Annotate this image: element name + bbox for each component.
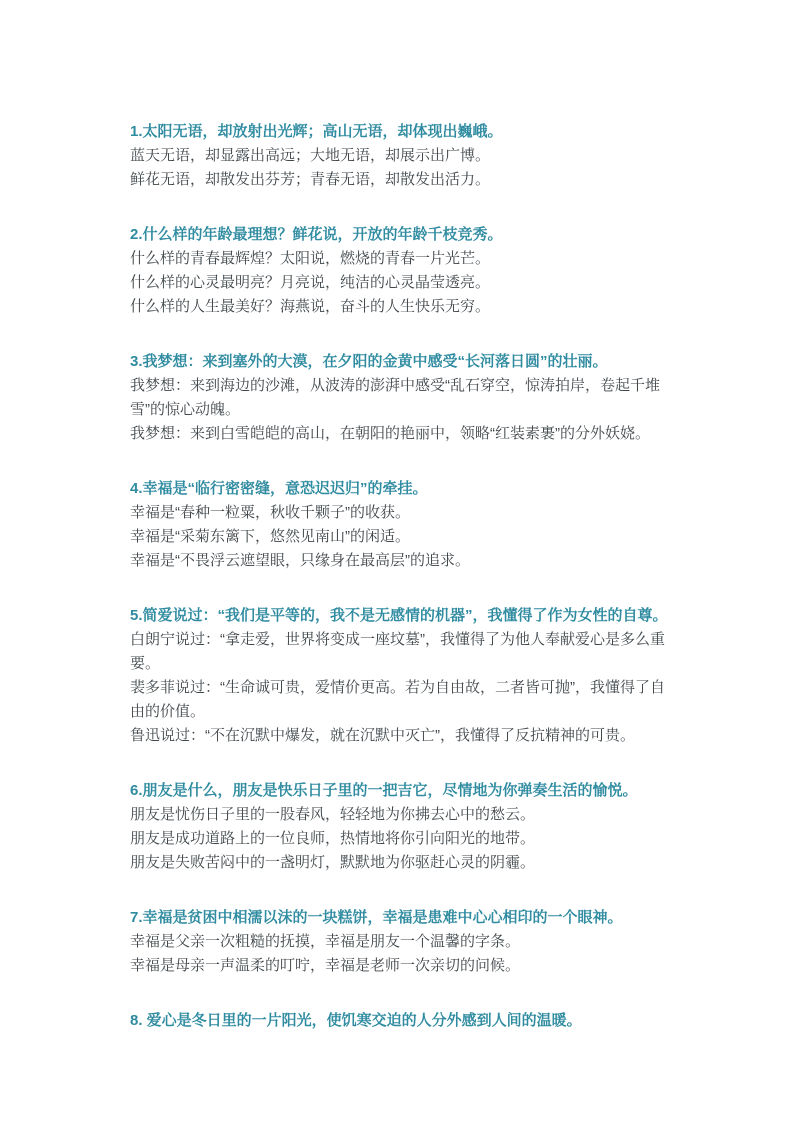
section-paragraph: 白朗宁说过：“拿走爱，世界将变成一座坟墓”，我懂得了为他人奉献爱心是多么重要。: [130, 631, 665, 672]
section-paragraph: 我梦想：来到白雪皑皑的高山，在朝阳的艳丽中，领略“红装素裹”的分外妖娆。: [130, 425, 650, 442]
section-paragraph: 鲜花无语，却散发出芬芳；青春无语，却散发出活力。: [130, 171, 491, 188]
section-heading: 6.朋友是什么，朋友是快乐日子里的一把吉它，尽情地为你弹奏生活的愉悦。: [130, 782, 638, 799]
section-heading: 4.幸福是“临行密密缝，意恐迟迟归”的牵挂。: [130, 480, 428, 497]
essay-section: [130, 223, 678, 319]
section-heading: 1.太阳无语，却放射出光辉；高山无语，却体现出巍峨。: [130, 123, 503, 140]
essay-section: [130, 120, 678, 192]
essay-section: [130, 477, 678, 573]
section-paragraph: 什么样的青春最辉煌？太阳说，燃烧的青春一片光芒。: [130, 250, 491, 267]
essay-section: [130, 350, 678, 446]
essay-section: [130, 906, 678, 978]
section-heading: 7.幸福是贫困中相濡以沫的一块糕饼，幸福是患难中心心相印的一个眼神。: [130, 909, 623, 926]
section-paragraph: 幸福是“不畏浮云遮望眼，只缘身在最高层”的追求。: [130, 552, 470, 569]
section-paragraph: 什么样的人生最美好？海燕说，奋斗的人生快乐无穷。: [130, 298, 491, 315]
section-paragraph: 鲁迅说过：“不在沉默中爆发，就在沉默中灭亡”，我懂得了反抗精神的可贵。: [130, 727, 635, 744]
section-paragraph: 幸福是“春种一粒粟，秋收千颗子”的收获。: [130, 504, 410, 521]
section-paragraph: 什么样的心灵最明亮？月亮说，纯洁的心灵晶莹透亮。: [130, 274, 491, 291]
section-paragraph: 朋友是失败苦闷中的一盏明灯，默默地为你驱赶心灵的阴霾。: [130, 854, 536, 871]
section-paragraph: 裴多菲说过：“生命诚可贵，爱情价更高。若为自由故，二者皆可抛”，我懂得了自由的价值。: [130, 679, 665, 720]
section-paragraph: 蓝天无语，却显露出高远；大地无语，却展示出广博。: [130, 147, 491, 164]
essay-section: [130, 779, 678, 875]
section-paragraph: 我梦想：来到海边的沙滩，从波涛的澎湃中感受“乱石穿空，惊涛拍岸，卷起千堆雪”的惊心动魄。: [130, 377, 660, 418]
section-paragraph: 幸福是父亲一次粗糙的抚摸，幸福是朋友一个温馨的字条。: [130, 933, 521, 950]
section-paragraph: 朋友是忧伤日子里的一股春风，轻轻地为你拂去心中的愁云。: [130, 806, 536, 823]
section-paragraph: 幸福是“采菊东篱下，悠然见南山”的闲适。: [130, 528, 410, 545]
document-content: [130, 120, 678, 1033]
section-paragraph: 朋友是成功道路上的一位良师，热情地将你引向阳光的地带。: [130, 830, 536, 847]
section-heading: 3.我梦想：来到塞外的大漠，在夕阳的金黄中感受“长河落日圆”的壮丽。: [130, 353, 608, 370]
section-heading: 8. 爱心是冬日里的一片阳光，使饥寒交迫的人分外感到人间的温暖。: [130, 1012, 582, 1029]
section-paragraph: 幸福是母亲一声温柔的叮咛，幸福是老师一次亲切的问候。: [130, 957, 521, 974]
section-heading: 2.什么样的年龄最理想？鲜花说，开放的年龄千枝竞秀。: [130, 226, 503, 243]
section-heading: 5.简爱说过：“我们是平等的，我不是无感情的机器”，我懂得了作为女性的自尊。: [130, 607, 668, 624]
essay-section: [130, 1009, 678, 1033]
essay-section: [130, 604, 678, 748]
